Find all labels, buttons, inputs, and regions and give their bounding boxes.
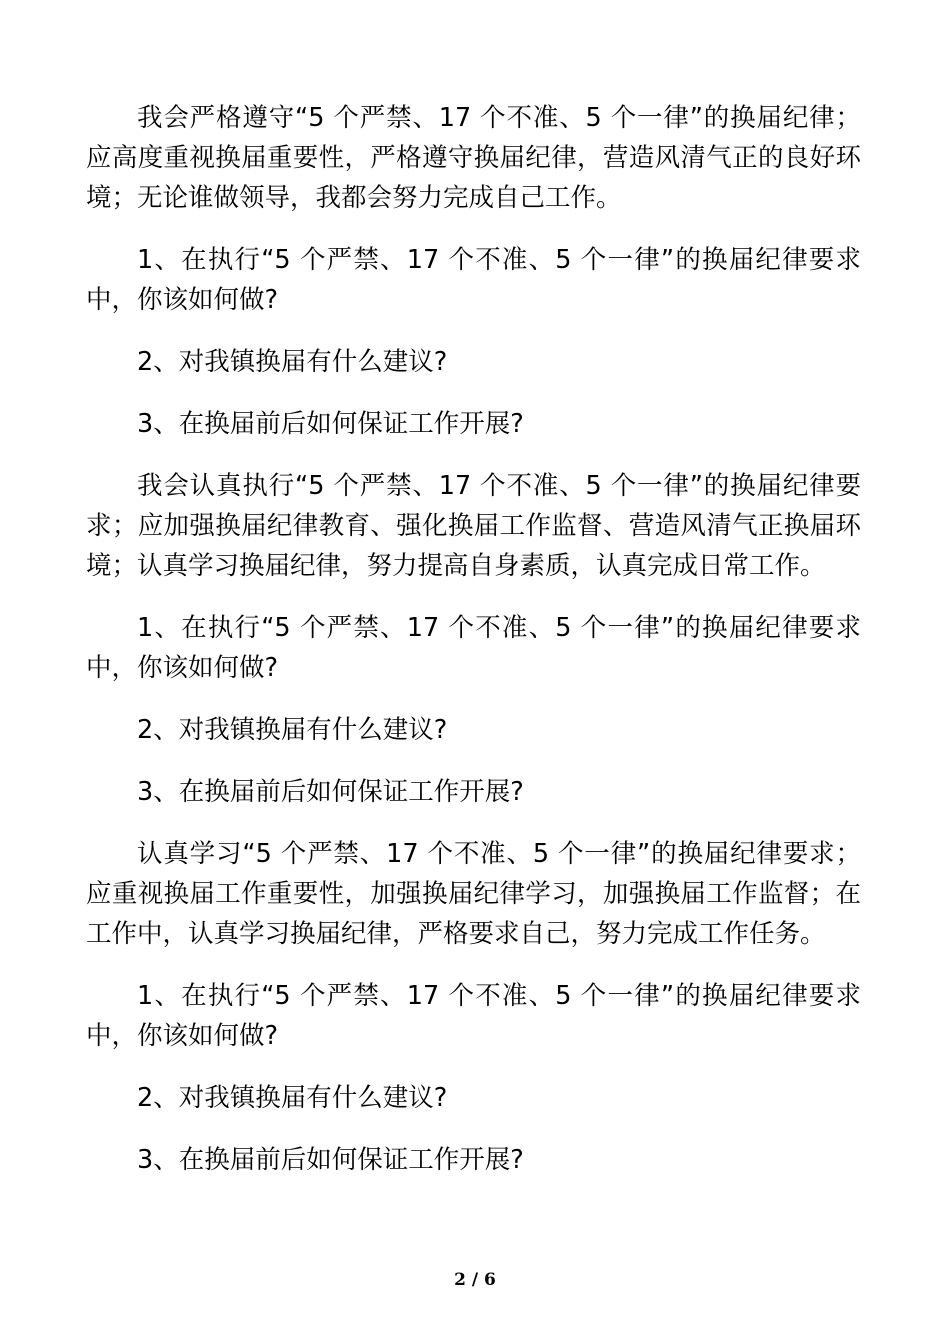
question-2: 2、对我镇换届有什么建议? [137,715,448,745]
question-3: 3、在换届前后如何保证工作开展? [137,777,524,807]
question-1: 1、在执行“5 个严禁、17 个不准、5 个一律”的换届纪律要求中，你该如何做? [86,981,861,1051]
document-body [86,98,861,1180]
question-1: 1、在执行“5 个严禁、17 个不准、5 个一律”的换届纪律要求中，你该如何做? [86,613,861,683]
answer-paragraph-2: 我会认真执行“5 个严禁、17 个不准、5 个一律”的换届纪律要求；应加强换届纪律教育、强化换届工作监督、营造风清气正换届环境；认真学习换届纪律，努力提高自身素质，认真完成日常工作。 [86,471,861,581]
question-1: 1、在执行“5 个严禁、17 个不准、5 个一律”的换届纪律要求中，你该如何做? [86,245,861,315]
answer-paragraph-3: 认真学习“5 个严禁、17 个不准、5 个一律”的换届纪律要求；应重视换届工作重要性，加强换届纪律学习，加强换届工作监督；在工作中，认真学习换届纪律，严格要求自己，努力完成工作任务。 [86,839,861,949]
question-2: 2、对我镇换届有什么建议? [137,347,448,377]
question-2: 2、对我镇换届有什么建议? [137,1083,448,1113]
question-3: 3、在换届前后如何保证工作开展? [137,409,524,439]
question-3: 3、在换届前后如何保证工作开展? [137,1145,524,1175]
answer-paragraph-1: 我会严格遵守“5 个严禁、17 个不准、5 个一律”的换届纪律；应高度重视换届重要性，严格遵守换届纪律，营造风清气正的良好环境；无论谁做领导，我都会努力完成自己工作。 [86,103,861,213]
page-number: 2 / 6 [454,1270,496,1290]
